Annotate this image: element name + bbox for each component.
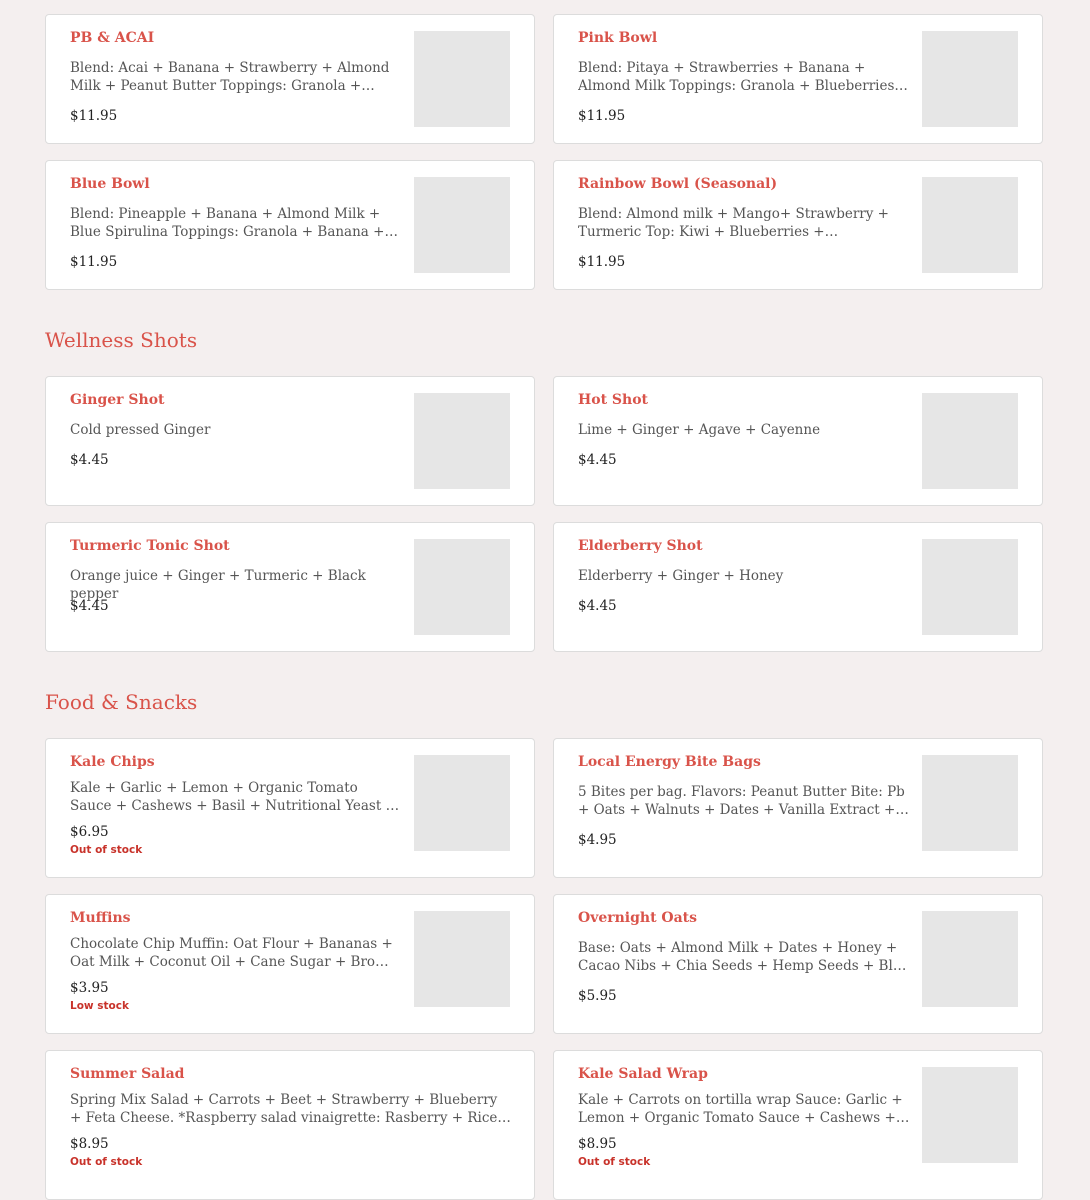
- item-description: Base: Oats + Almond Milk + Dates + Honey + Cacao Nibs + Chia Seeds + Hemp Seeds + Blue: [578, 940, 910, 974]
- item-name: Overnight Oats: [578, 910, 698, 926]
- section-title-food: Food & Snacks: [45, 690, 198, 714]
- item-price: $8.95: [578, 1136, 617, 1152]
- item-price: $4.45: [70, 452, 109, 468]
- item-description: Cold pressed Ginger: [70, 422, 211, 438]
- item-image: [922, 31, 1018, 127]
- menu-item-card[interactable]: [45, 160, 535, 290]
- item-description: 5 Bites per bag. Flavors: Peanut Butter Bite: Pb + Oats + Walnuts + Dates + Vanilla Extract +: [578, 784, 905, 818]
- item-image: [922, 177, 1018, 273]
- item-price: $8.95: [70, 1136, 109, 1152]
- item-description: Lime + Ginger + Agave + Cayenne: [578, 422, 821, 438]
- item-description: Chocolate Chip Muffin: Oat Flour + Bananas + Oat Milk + Coconut Oil + Cane Sugar + Brown: [70, 936, 396, 970]
- item-image: [414, 177, 510, 273]
- item-name: Muffins: [70, 910, 131, 926]
- menu-item-card[interactable]: [553, 522, 1043, 652]
- item-description: Blend: Acai + Banana + Strawberry + Almond Milk + Peanut Butter Toppings: Granola +: [70, 60, 390, 94]
- item-price: $11.95: [578, 108, 626, 124]
- item-image: [414, 755, 510, 851]
- menu-item-card[interactable]: [45, 14, 535, 144]
- item-price: $4.45: [70, 598, 109, 614]
- item-price: $4.45: [578, 452, 617, 468]
- item-image: [922, 755, 1018, 851]
- item-name: Elderberry Shot: [578, 538, 703, 554]
- item-price: $11.95: [578, 254, 626, 270]
- menu-item-card[interactable]: [553, 376, 1043, 506]
- item-name: Blue Bowl: [70, 176, 150, 192]
- menu-item-card[interactable]: [45, 1050, 535, 1200]
- item-image: [922, 911, 1018, 1007]
- item-description: Kale + Carrots on tortilla wrap Sauce: Garlic + Lemon + Organic Tomato Sauce + Cashews +: [578, 1092, 903, 1126]
- item-description: Blend: Almond milk + Mango+ Strawberry + Turmeric Top: Kiwi + Blueberries +: [578, 206, 889, 240]
- stock-badge: Out of stock: [578, 1156, 651, 1168]
- item-price: $4.45: [578, 598, 617, 614]
- item-image: [414, 539, 510, 635]
- stock-badge: Low stock: [70, 1000, 129, 1012]
- item-name: Rainbow Bowl (Seasonal): [578, 176, 778, 192]
- menu-item-card[interactable]: [553, 14, 1043, 144]
- section-title-wellness: Wellness Shots: [45, 328, 198, 352]
- item-price: $4.95: [578, 832, 617, 848]
- item-image: [922, 1067, 1018, 1163]
- menu-item-card[interactable]: [45, 376, 535, 506]
- item-image: [414, 31, 510, 127]
- item-description: Kale + Garlic + Lemon + Organic Tomato Sauce + Cashews + Basil + Nutritional Yeast +: [70, 780, 397, 814]
- menu-item-card[interactable]: [45, 894, 535, 1034]
- item-image: [414, 911, 510, 1007]
- item-price: $11.95: [70, 254, 118, 270]
- item-image: [922, 539, 1018, 635]
- item-description: Blend: Pitaya + Strawberries + Banana + Almond Milk Toppings: Granola + Blueberries +: [578, 60, 910, 94]
- item-name: PB & ACAI: [70, 30, 155, 46]
- item-image: [414, 393, 510, 489]
- item-price: $11.95: [70, 108, 118, 124]
- stock-badge: Out of stock: [70, 1156, 143, 1168]
- item-name: Turmeric Tonic Shot: [70, 538, 230, 554]
- menu-item-card[interactable]: [553, 894, 1043, 1034]
- item-description: Orange juice + Ginger + Turmeric + Black pepper: [70, 568, 366, 602]
- stock-badge: Out of stock: [70, 844, 143, 856]
- item-price: $3.95: [70, 980, 109, 996]
- menu-item-card[interactable]: [553, 160, 1043, 290]
- item-name: Local Energy Bite Bags: [578, 754, 761, 770]
- item-description: Spring Mix Salad + Carrots + Beet + Strawberry + Blueberry + Feta Cheese. *Raspberry salad vinaigrette: Rasberry + Rice: [70, 1092, 498, 1126]
- item-image: [922, 393, 1018, 489]
- menu-item-card[interactable]: [553, 738, 1043, 878]
- item-name: Pink Bowl: [578, 30, 658, 46]
- item-price: $6.95: [70, 824, 109, 840]
- item-name: Ginger Shot: [70, 392, 165, 408]
- item-name: Kale Salad Wrap: [578, 1066, 708, 1082]
- item-name: Kale Chips: [70, 754, 155, 770]
- menu-item-card[interactable]: [553, 1050, 1043, 1200]
- menu-item-card[interactable]: [45, 522, 535, 652]
- item-description: Blend: Pineapple + Banana + Almond Milk + Blue Spirulina Toppings: Granola + Banana +: [70, 206, 385, 240]
- menu-item-card[interactable]: [45, 738, 535, 878]
- item-description: Elderberry + Ginger + Honey: [578, 568, 784, 584]
- item-name: Hot Shot: [578, 392, 648, 408]
- item-price: $5.95: [578, 988, 617, 1004]
- item-name: Summer Salad: [70, 1066, 185, 1082]
